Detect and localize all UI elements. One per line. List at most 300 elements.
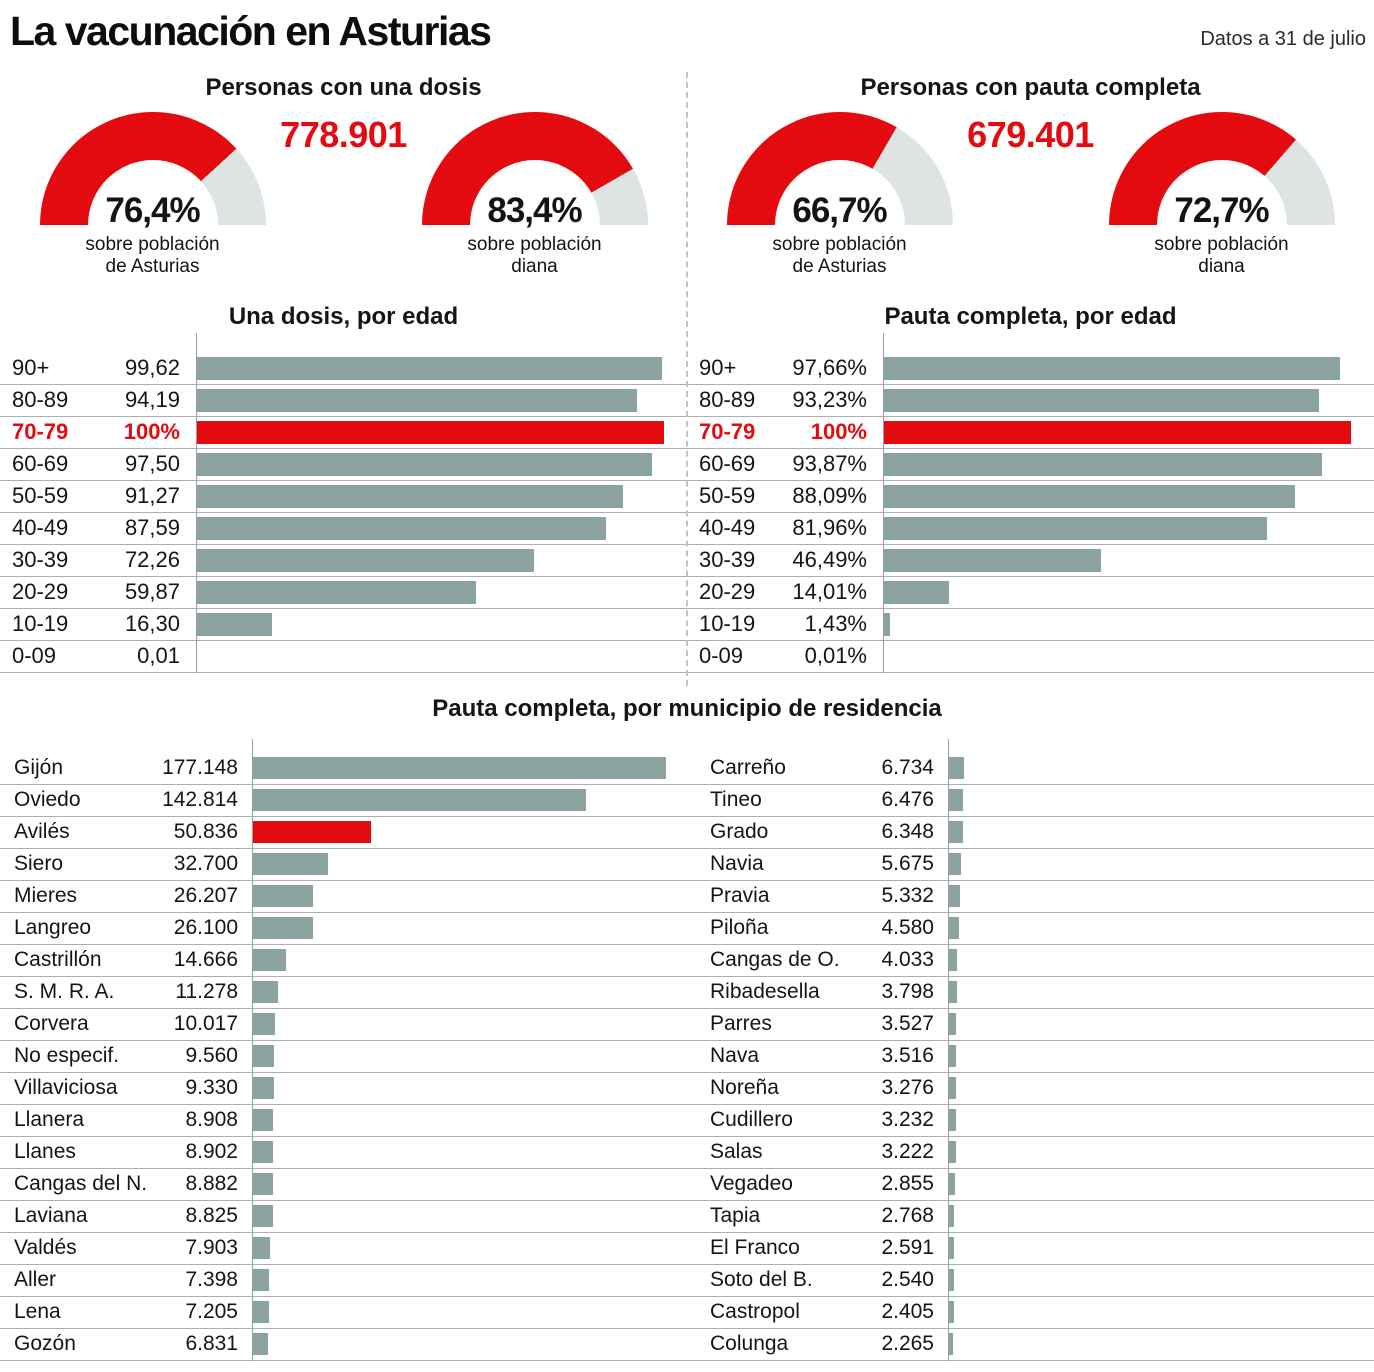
- bar-row-value: 6.831: [185, 1332, 238, 1356]
- bar-row-value: 11.278: [175, 980, 238, 1004]
- bar-row-value: 4.580: [881, 916, 934, 940]
- bar-row: [687, 449, 1374, 481]
- bar-row-value: 2.540: [881, 1268, 934, 1292]
- bar-track: [948, 949, 1362, 971]
- bar: [948, 949, 957, 971]
- date-note: Datos a 31 de julio: [1200, 28, 1366, 50]
- bar-row-value: 81,96%: [792, 515, 867, 541]
- bar-row: [687, 1265, 1374, 1297]
- bar: [252, 1301, 269, 1323]
- top-section: [0, 68, 1374, 673]
- bar-track: [948, 1109, 1362, 1131]
- municipality-column-right: [687, 753, 1374, 1361]
- bar-row: [687, 1105, 1374, 1137]
- bar-row-value: 1,43%: [804, 611, 867, 637]
- bar-track: [948, 853, 1362, 875]
- bar: [948, 789, 963, 811]
- bar-row-value: 2.591: [881, 1236, 934, 1260]
- bar-row: [687, 1041, 1374, 1073]
- bar-track: [252, 789, 666, 811]
- bar: [948, 1077, 956, 1099]
- bar: [948, 1109, 956, 1131]
- bar-row: [687, 1009, 1374, 1041]
- bar-track: [252, 1013, 666, 1035]
- bar-row: [0, 1137, 687, 1169]
- bar-track: [196, 485, 664, 508]
- bar-track: [883, 549, 1351, 572]
- bar-row-label: El Franco: [710, 1236, 800, 1260]
- bar-row-label: Gijón: [14, 756, 64, 780]
- bar-row-value: 0,01: [137, 643, 180, 669]
- bar-row-value: 5.675: [881, 852, 934, 876]
- bar-row: [687, 913, 1374, 945]
- one-dose-by-age-rows: [0, 353, 687, 673]
- bar-row: [687, 753, 1374, 785]
- bar: [948, 981, 957, 1003]
- bar-track: [948, 1173, 1362, 1195]
- bar-row-label: Castropol: [710, 1300, 800, 1324]
- bar: [948, 1045, 956, 1067]
- bar-row-label: 80-89: [12, 387, 69, 413]
- bar: [196, 613, 272, 636]
- bar-row-value: 26.100: [173, 916, 238, 940]
- gauge-caption: [419, 234, 651, 279]
- bar: [196, 549, 534, 572]
- bar-row: [0, 849, 687, 881]
- bar-track: [948, 1301, 1362, 1323]
- bar-row-value: 3.276: [881, 1076, 934, 1100]
- bar-row: [0, 913, 687, 945]
- bar: [252, 853, 328, 875]
- bar-row-value: 6.734: [881, 756, 934, 780]
- gauge: [419, 112, 651, 279]
- bar-row-value: 14,01%: [792, 579, 867, 605]
- bar-row-label: Soto del B.: [710, 1268, 813, 1292]
- bar-track: [252, 1141, 666, 1163]
- bar-row: [687, 1169, 1374, 1201]
- gauge-arc: [422, 112, 648, 230]
- bar-row-label: Ribadesella: [710, 980, 820, 1004]
- bar-row: [687, 545, 1374, 577]
- bar-row-value: 2.768: [881, 1204, 934, 1228]
- bar-row-label: Llanera: [14, 1108, 85, 1132]
- bar-track: [883, 581, 1351, 604]
- bar-row: [0, 881, 687, 913]
- bar-row-value: 9.560: [185, 1044, 238, 1068]
- bar-row-value: 6.476: [881, 788, 934, 812]
- bar: [883, 389, 1319, 412]
- bar-track: [252, 1333, 666, 1355]
- bar-row-value: 7.903: [185, 1236, 238, 1260]
- bar-track: [196, 549, 664, 572]
- bar: [252, 885, 313, 907]
- bar-row-label: Siero: [14, 852, 64, 876]
- bar-row-label: Carreño: [710, 756, 786, 780]
- bar-row-label: Corvera: [14, 1012, 89, 1036]
- bar-track: [252, 757, 666, 779]
- bar-track: [948, 789, 1362, 811]
- bar-track: [252, 917, 666, 939]
- bar: [252, 1237, 270, 1259]
- bar-row: [0, 481, 687, 513]
- bar-row-label: Langreo: [14, 916, 92, 940]
- header: [0, 0, 1374, 56]
- bar-track: [948, 1269, 1362, 1291]
- one-dose-summary-title: Personas con una dosis: [205, 74, 482, 101]
- gauge-caption-line: de Asturias: [792, 256, 887, 278]
- bar-track: [252, 1237, 666, 1259]
- bar-row-label: Castrillón: [14, 948, 102, 972]
- municipality-column-left: [0, 753, 687, 1361]
- gauge-arc: [40, 112, 266, 230]
- bar-row: [0, 1073, 687, 1105]
- bar-row-value: 5.332: [881, 884, 934, 908]
- bar-row: [687, 1201, 1374, 1233]
- bar-row-value: 0,01%: [804, 643, 867, 669]
- bar-track: [196, 357, 664, 380]
- bar-row-label: Colunga: [710, 1332, 789, 1356]
- bar-track: [948, 981, 1362, 1003]
- bar: [948, 1013, 956, 1035]
- bar: [948, 917, 959, 939]
- axis-line: [196, 333, 197, 673]
- bar-row: [0, 609, 687, 641]
- bar-row-value: 2.265: [881, 1332, 934, 1356]
- bar-row-label: 0-09: [699, 643, 744, 669]
- bar-row-label: Nava: [710, 1044, 760, 1068]
- bar-row-label: 80-89: [699, 387, 756, 413]
- bar: [883, 421, 1351, 444]
- gauge-caption-line: diana: [511, 256, 558, 278]
- bar-row-label: 10-19: [699, 611, 756, 637]
- bar: [883, 549, 1101, 572]
- bar: [252, 917, 313, 939]
- bar-row-label: Oviedo: [14, 788, 81, 812]
- bar-row: [687, 577, 1374, 609]
- bar-track: [948, 1237, 1362, 1259]
- bar-row: [0, 1329, 687, 1361]
- bar: [252, 1205, 273, 1227]
- bar-row: [0, 945, 687, 977]
- municipality-section: [0, 695, 1374, 1361]
- bar-row: [0, 385, 687, 417]
- bar: [196, 453, 652, 476]
- bar-row: [687, 513, 1374, 545]
- bar-row-label: 60-69: [699, 451, 756, 477]
- bar-row-value: 14.666: [173, 948, 238, 972]
- bar-track: [883, 613, 1351, 636]
- bar: [948, 1141, 956, 1163]
- bar-row: [687, 977, 1374, 1009]
- bar: [883, 517, 1267, 540]
- bar: [252, 1173, 273, 1195]
- bar-row-value: 142.814: [162, 788, 238, 812]
- bar: [252, 949, 286, 971]
- bar-row-value: 59,87: [124, 579, 180, 605]
- bar-row-value: 8.902: [185, 1140, 238, 1164]
- municipality-columns: [0, 753, 1374, 1361]
- bar: [252, 1077, 274, 1099]
- bar-track: [252, 1301, 666, 1323]
- bar-row-value: 6.348: [881, 820, 934, 844]
- bar: [196, 517, 606, 540]
- gauge-percent-label: 72,7%: [1174, 191, 1269, 230]
- bar-row-value: 91,27: [124, 483, 180, 509]
- bar-row-label: No especif.: [14, 1044, 120, 1068]
- bar-row: [0, 577, 687, 609]
- bar: [252, 1013, 275, 1035]
- bar-track: [883, 517, 1351, 540]
- total-count: 778.901: [280, 114, 407, 155]
- bar-row: [687, 609, 1374, 641]
- bar-track: [948, 885, 1362, 907]
- bar-track: [252, 1173, 666, 1195]
- bar-row-label: Grado: [710, 820, 769, 844]
- bar: [252, 1269, 269, 1291]
- bar-row-value: 93,87%: [792, 451, 867, 477]
- bar-track: [252, 981, 666, 1003]
- bar-row-value: 87,59: [124, 515, 180, 541]
- bar-row-label: 20-29: [12, 579, 69, 605]
- gauge-caption: [724, 234, 956, 279]
- bar-row-label: Pravia: [710, 884, 770, 908]
- bar-row-value: 2.405: [881, 1300, 934, 1324]
- bar-row-label: Villaviciosa: [14, 1076, 118, 1100]
- bar-track: [252, 1045, 666, 1067]
- bar: [252, 1333, 268, 1355]
- bar: [252, 789, 586, 811]
- bar: [196, 389, 637, 412]
- bar-row-label: 0-09: [12, 643, 57, 669]
- bar-row: [0, 545, 687, 577]
- bar-row-label: Vegadeo: [710, 1172, 793, 1196]
- axis-line: [948, 739, 949, 1361]
- bar-track: [948, 1013, 1362, 1035]
- bar-row-value: 100%: [810, 419, 867, 445]
- bar-row: [0, 1105, 687, 1137]
- bar-row-value: 32.700: [173, 852, 238, 876]
- bar-track: [196, 613, 664, 636]
- bar-row: [0, 785, 687, 817]
- dashed-divider: [686, 72, 688, 686]
- bar: [196, 485, 623, 508]
- one-dose-by-age-title: Una dosis, por edad: [228, 302, 459, 330]
- bar-row-value: 2.855: [881, 1172, 934, 1196]
- bar-row-label: Cangas de O.: [710, 948, 840, 972]
- bar-row-label: Noreña: [710, 1076, 779, 1100]
- bar-row-value: 4.033: [881, 948, 934, 972]
- gauge-caption: [1106, 234, 1338, 279]
- full-schedule-panel: [687, 68, 1374, 673]
- bar-row-value: 99,62: [124, 355, 180, 381]
- bar-track: [948, 821, 1362, 843]
- one-dose-by-age-chart: [0, 303, 687, 673]
- bar-row: [0, 1041, 687, 1073]
- bar-row: [687, 1073, 1374, 1105]
- bar-track: [883, 421, 1351, 444]
- full-schedule-by-age-rows: [687, 353, 1374, 673]
- bar-row-value: 3.232: [881, 1108, 934, 1132]
- bar-row-label: 30-39: [699, 547, 756, 573]
- bar-track: [252, 1269, 666, 1291]
- axis-line: [883, 333, 884, 673]
- bar-row-label: 70-79: [699, 419, 756, 445]
- bar-track: [196, 453, 664, 476]
- bar-row-label: Piloña: [710, 916, 769, 940]
- bar-track: [196, 581, 664, 604]
- municipality-rows-left: [0, 753, 687, 1361]
- bar: [948, 853, 961, 875]
- bar-row-value: 93,23%: [792, 387, 867, 413]
- bar-row-label: Salas: [710, 1140, 763, 1164]
- bar-track: [196, 421, 664, 444]
- bar-row-label: 10-19: [12, 611, 69, 637]
- bar-row-value: 8.882: [185, 1172, 238, 1196]
- bar-row-label: 50-59: [12, 483, 69, 509]
- bar-row: [687, 1329, 1374, 1361]
- bar-track: [883, 357, 1351, 380]
- gauge: [37, 112, 269, 279]
- bar-row-value: 97,66%: [792, 355, 867, 381]
- bar-row-label: 20-29: [699, 579, 756, 605]
- bar-row: [687, 481, 1374, 513]
- bar-row-label: Cangas del N.: [14, 1172, 148, 1196]
- bar: [252, 981, 278, 1003]
- municipality-chart-title: Pauta completa, por municipio de residencia: [432, 694, 942, 722]
- gauge-caption-line: sobre población: [467, 234, 602, 255]
- bar-row: [0, 753, 687, 785]
- bar-track: [196, 389, 664, 412]
- bar-row: [0, 1233, 687, 1265]
- gauge-percent-label: 66,7%: [792, 191, 887, 230]
- bar-row: [0, 1009, 687, 1041]
- bar-row-label: Cudillero: [710, 1108, 793, 1132]
- bar: [948, 885, 960, 907]
- bar: [948, 821, 963, 843]
- bar-row-label: Navia: [710, 852, 764, 876]
- bar-track: [252, 821, 666, 843]
- bar-row: [0, 449, 687, 481]
- bar-row: [687, 641, 1374, 673]
- bar-row-label: 60-69: [12, 451, 69, 477]
- bar-row-value: 97,50: [124, 451, 180, 477]
- bar-row: [0, 1297, 687, 1329]
- bar-row: [687, 417, 1374, 449]
- bar-row: [0, 641, 687, 673]
- bar-row-label: 30-39: [12, 547, 69, 573]
- axis-line: [252, 739, 253, 1361]
- bar-row-value: 3.516: [881, 1044, 934, 1068]
- bar: [948, 1173, 955, 1195]
- bar-row-value: 88,09%: [792, 483, 867, 509]
- bar-row-label: Parres: [710, 1012, 772, 1036]
- bar-row-value: 3.527: [881, 1012, 934, 1036]
- bar-row-value: 177.148: [162, 756, 238, 780]
- bar: [252, 1141, 273, 1163]
- bar-row-label: Llanes: [14, 1140, 76, 1164]
- gauge-caption: [37, 234, 269, 279]
- gauge-caption-line: sobre población: [85, 234, 220, 255]
- bar-row-label: Gozón: [14, 1332, 76, 1356]
- bar-row: [687, 1137, 1374, 1169]
- bar-row: [687, 881, 1374, 913]
- bar-track: [883, 485, 1351, 508]
- bar-track: [948, 757, 1362, 779]
- bar: [948, 757, 964, 779]
- bar-track: [948, 917, 1362, 939]
- bar-track: [948, 1077, 1362, 1099]
- bar-track: [948, 1141, 1362, 1163]
- one-dose-gauges: [0, 112, 687, 279]
- full-schedule-summary-title: Personas con pauta completa: [860, 74, 1201, 101]
- bar-row-label: Aller: [14, 1268, 57, 1292]
- bar-row: [0, 513, 687, 545]
- bar: [883, 453, 1322, 476]
- bar: [196, 357, 662, 380]
- bar-row-label: Tapia: [710, 1204, 761, 1228]
- page-title: La vacunación en Asturias: [10, 8, 491, 54]
- bar: [252, 757, 666, 779]
- bar-row: [0, 1201, 687, 1233]
- gauge-percent-label: 83,4%: [487, 191, 582, 230]
- bar-row-value: 8.908: [185, 1108, 238, 1132]
- bar-track: [252, 949, 666, 971]
- bar-row-value: 72,26: [124, 547, 180, 573]
- bar-row: [0, 977, 687, 1009]
- bar-track: [252, 1077, 666, 1099]
- bar-track: [252, 885, 666, 907]
- bar-row-label: Lena: [14, 1300, 61, 1324]
- bar-row: [687, 849, 1374, 881]
- gauge-caption-line: sobre población: [1154, 234, 1289, 255]
- bar-row-value: 7.398: [185, 1268, 238, 1292]
- bar-row-label: Avilés: [14, 820, 70, 844]
- bar: [883, 581, 949, 604]
- bar-row-value: 94,19: [124, 387, 180, 413]
- bar-row: [0, 817, 687, 849]
- bar: [883, 485, 1295, 508]
- bar-row-label: Tineo: [710, 788, 762, 812]
- bar: [196, 421, 664, 444]
- bar-row-value: 16,30: [124, 611, 180, 637]
- bar-row-label: 90+: [699, 355, 737, 381]
- bar-row-value: 50.836: [173, 820, 238, 844]
- municipality-rows-right: [687, 753, 1374, 1361]
- gauge-caption-line: diana: [1198, 256, 1245, 278]
- bar-row: [687, 385, 1374, 417]
- bar-row: [687, 353, 1374, 385]
- bar-row-label: Mieres: [14, 884, 78, 908]
- bar-row-value: 7.205: [185, 1300, 238, 1324]
- bar-track: [948, 1045, 1362, 1067]
- bar-row-label: 70-79: [12, 419, 69, 445]
- bar-row: [0, 417, 687, 449]
- bar-row-label: 50-59: [699, 483, 756, 509]
- bar-track: [252, 1205, 666, 1227]
- bar-row-value: 3.222: [881, 1140, 934, 1164]
- bar-row-label: 90+: [12, 355, 50, 381]
- gauge-caption-line: sobre población: [772, 234, 907, 255]
- bar-row-value: 3.798: [881, 980, 934, 1004]
- bar-track: [252, 853, 666, 875]
- bar-row: [687, 945, 1374, 977]
- bar-row: [687, 817, 1374, 849]
- bar-row-value: 8.825: [185, 1204, 238, 1228]
- gauge-percent-label: 76,4%: [105, 191, 200, 230]
- bar-row-value: 100%: [123, 419, 180, 445]
- bar: [883, 613, 890, 636]
- gauge-arc: [1109, 112, 1335, 230]
